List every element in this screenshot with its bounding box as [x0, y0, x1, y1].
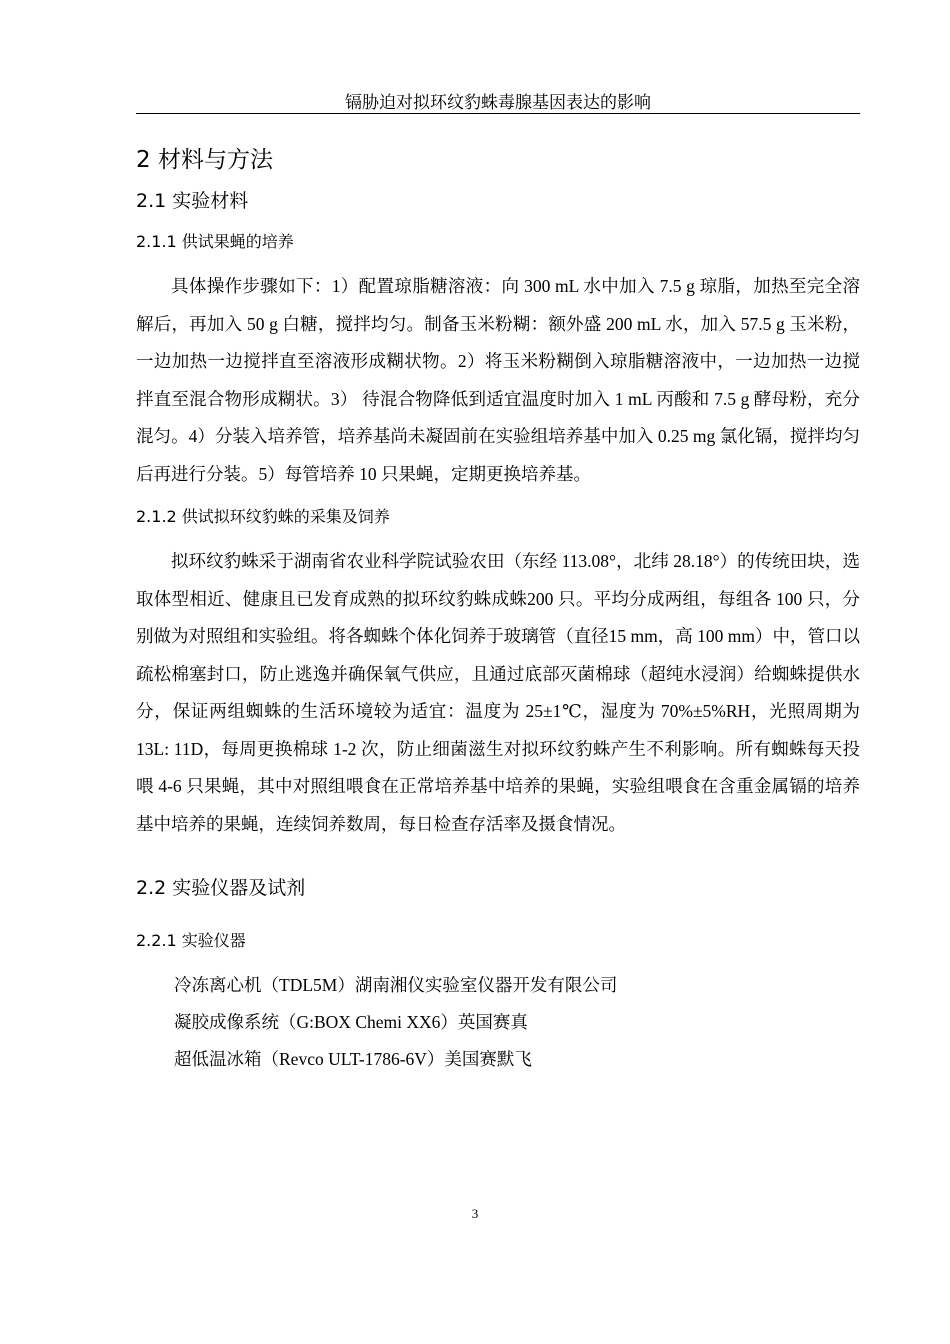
- paragraph-fly-culture: 具体操作步骤如下：1）配置琼脂糖溶液：向 300 mL 水中加入 7.5 g 琼脂，加热至完全溶解后，再加入 50 g 白糖，搅拌均匀。制备玉米粉糊：额外盛 200 mL 水，加入 57.5 g 玉米粉，一边加热一边搅拌直至溶液形成糊状物。2）将玉米粉糊倒入琼脂糖溶液中，一边加热一边搅拌直至混合物形成糊状。3） 待混合物降低到适宜温度时加入 1 mL 丙酸和 7.5 g 酵母粉，充分混匀。4）分装入培养管，培养基尚未凝固前在实验组培养基中加入 0.25 mg 氯化镉，搅拌均匀后再进行分装。5）每管培养 10 只果蝇，定期更换培养基。: [136, 276, 860, 484]
- paragraph-spider-rearing: 拟环纹豹蛛采于湖南省农业科学院试验农田（东经 113.08°，北纬 28.18°）的传统田块，选取体型相近、健康且已发育成熟的拟环纹豹蛛成蛛200 只。平均分成两组，每组各 100 只，分别做为对照组和实验组。将各蜘蛛个体化饲养于玻璃管（直径15 mm，高 100 mm）中，管口以疏松棉塞封口，防止逃逸并确保氧气供应，且通过底部灭菌棉球（超纯水浸润）给蜘蛛提供水分，保证两组蜘蛛的生活环境较为适宜：温度为 25±1℃，湿度为 70%±5%RH，光照周期为 13L: 11D，每周更换棉球 1-2 次，防止细菌滋生对拟环纹豹蛛产生不利影响。所有蜘蛛每天投喂 4-6 只果蝇，其中对照组喂食在正常培养基中培养的果蝇，实验组喂食在含重金属镉的培养基中培养的果蝇，连续饲养数周，每日检查存活率及摄食情况。: [136, 551, 860, 834]
- section-heading-2-1-2: 2.1.2 供试拟环纹豹蛛的采集及饲养: [136, 507, 390, 526]
- section-heading-2-1: 2.1 实验材料: [136, 190, 249, 212]
- instrument-item: 冷冻离心机（TDL5M）湖南湘仪实验室仪器开发有限公司: [174, 975, 618, 995]
- section-heading-2-1-1: 2.1.1 供试果蝇的培养: [136, 232, 294, 251]
- section-heading-2: 2 材料与方法: [136, 147, 273, 173]
- running-header: 镉胁迫对拟环纹豹蛛毒腺基因表达的影响: [345, 93, 651, 112]
- instrument-item: 凝胶成像系统（G:BOX Chemi XX6）英国赛真: [174, 1012, 528, 1032]
- page-number: 3: [471, 1206, 479, 1221]
- header-rule: [136, 113, 860, 114]
- instrument-item: 超低温冰箱（Revco ULT-1786-6V）美国赛默飞: [174, 1049, 532, 1069]
- instrument-list: [136, 967, 860, 1078]
- section-heading-2-2: 2.2 实验仪器及试剂: [136, 877, 306, 899]
- section-heading-2-2-1: 2.2.1 实验仪器: [136, 931, 246, 950]
- page-content: [136, 140, 860, 1078]
